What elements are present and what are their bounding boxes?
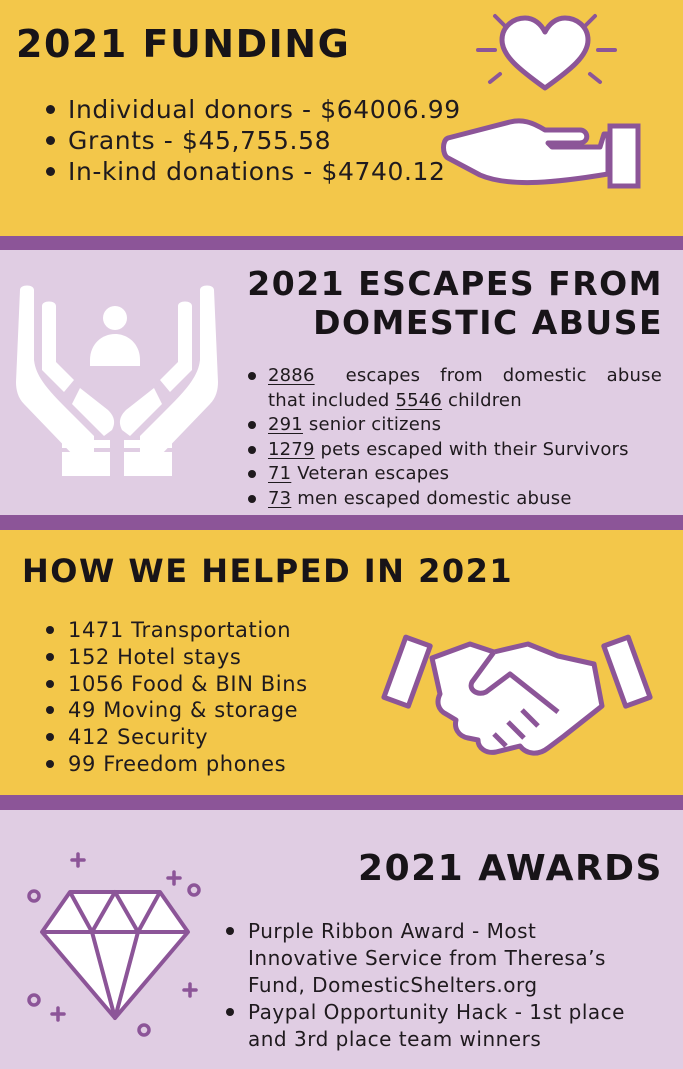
escapes-item-seniors	[268, 413, 662, 438]
escapes-item-total	[268, 364, 662, 413]
divider-1	[0, 236, 683, 250]
funding-item-inkind: In-kind donations - $4740.12	[68, 156, 461, 187]
escapes-text-b: that included	[268, 389, 396, 411]
award-paypal-hack-line2: and 3rd place team winners	[248, 1027, 542, 1051]
awards-list	[248, 918, 625, 1053]
award-paypal-hack-line1: Paypal Opportunity Hack - 1st place	[248, 1000, 625, 1024]
award-purple-ribbon-line1: Purple Ribbon Award - Most	[248, 919, 537, 943]
helped-list	[68, 617, 308, 778]
awards-title: 2021 AWARDS	[358, 848, 663, 889]
helped-item-hotel: 152 Hotel stays	[68, 644, 308, 671]
award-paypal-hack	[248, 999, 625, 1053]
helped-section	[0, 530, 683, 796]
helped-item-food: 1056 Food & BIN Bins	[68, 671, 308, 696]
helped-item-phones: 99 Freedom phones	[68, 751, 308, 778]
awards-section	[0, 810, 683, 1069]
award-purple-ribbon-line2: Innovative Service from Theresa’s	[248, 946, 606, 970]
children-count: 5546	[395, 389, 443, 411]
funding-item-grants: Grants - $45,755.58	[68, 125, 461, 156]
escapes-title-line1: 2021 ESCAPES FROM	[247, 264, 663, 303]
escapes-list	[268, 364, 662, 511]
seniors-count: 291	[268, 414, 303, 435]
helped-title: HOW WE HELPED IN 2021	[22, 552, 514, 590]
pets-text: pets escaped with their Survivors	[314, 438, 629, 460]
escapes-item-men	[268, 487, 662, 512]
escapes-text: escapes from domestic abuse	[345, 365, 662, 386]
escapes-item-pets	[268, 438, 662, 463]
divider-2	[0, 515, 683, 530]
funding-section	[0, 0, 683, 237]
funding-title: 2021 FUNDING	[16, 22, 351, 66]
award-purple-ribbon	[248, 918, 625, 999]
pets-count: 1279	[268, 438, 315, 460]
divider-3	[0, 795, 683, 810]
veterans-count: 71	[268, 463, 292, 484]
award-purple-ribbon-line3: Fund, DomesticShelters.org	[248, 973, 538, 997]
handshake-icon	[398, 622, 638, 772]
diamond-icon	[22, 850, 222, 1050]
helped-item-moving: 49 Moving & storage	[68, 697, 308, 724]
veterans-text: Veteran escapes	[291, 463, 450, 484]
escapes-count: 2886	[268, 365, 315, 386]
raised-hands-person-icon	[12, 280, 222, 490]
men-count: 73	[268, 487, 292, 509]
helped-item-transportation: 1471 Transportation	[68, 617, 308, 644]
funding-item-individual: Individual donors - $64006.99	[68, 95, 461, 124]
helped-item-security: 412 Security	[68, 724, 308, 751]
escapes-text-c: children	[442, 389, 522, 411]
men-text: men escaped domestic abuse	[291, 487, 572, 509]
seniors-text: senior citizens	[302, 414, 442, 435]
funding-list	[68, 94, 461, 187]
heart-in-hand-icon	[440, 10, 640, 210]
escapes-title-line2: DOMESTIC ABUSE	[313, 303, 663, 342]
escapes-item-veterans	[268, 462, 662, 487]
escapes-section	[0, 250, 683, 516]
